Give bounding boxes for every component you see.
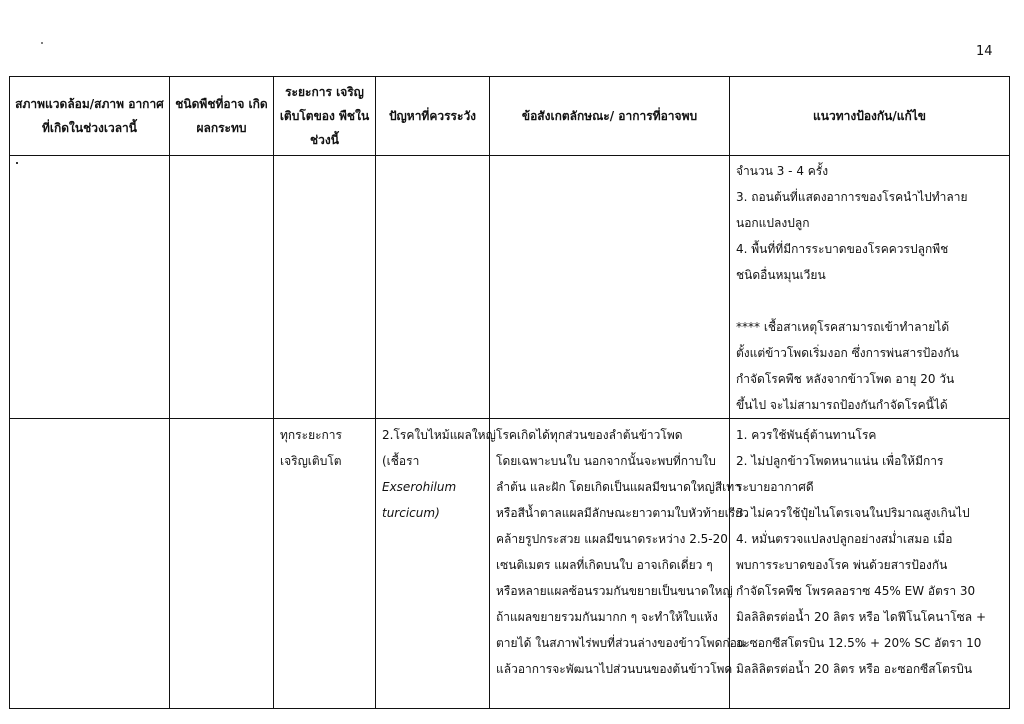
- table-row: [10, 419, 1010, 709]
- problem-line: turcicum): [382, 506, 440, 520]
- page-number: 14: [976, 44, 993, 59]
- scan-speck: [16, 162, 18, 164]
- cell-problem: [376, 419, 496, 709]
- symptom-line: โรคเกิดได้ทุกส่วนของลำต้นข้าวโพด: [496, 428, 683, 442]
- cell-affected-crop: [170, 419, 274, 709]
- prevention-line: พบการระบาดของโรค พ่นด้วยสารป้องกัน: [736, 558, 948, 572]
- header-affected-crop: ชนิดพืชที่อาจ เกิดผลกระทบ: [170, 77, 274, 156]
- symptom-line: แล้วอาการจะพัฒนาไปส่วนบนของต้นข้าวโพด: [496, 662, 733, 676]
- cell-symptoms: [490, 156, 730, 419]
- cell-prevention: [730, 419, 1010, 709]
- symptom-line: คล้ายรูปกระสวย แผลมีขนาดระหว่าง 2.5-20: [496, 532, 728, 546]
- recommendation-table: [9, 76, 1010, 709]
- prevention-line: มิลลิลิตรต่อน้ำ 20 ลิตร หรือ อะซอกซีสโตรบิน: [736, 662, 973, 676]
- problem-line: 2.โรคใบไหม้แผลใหญ่: [382, 428, 496, 442]
- cell-problem: [376, 156, 490, 419]
- prevention-line: จำนวน 3 - 4 ครั้ง: [736, 164, 829, 178]
- prevention-line: ชนิดอื่นหมุนเวียน: [736, 268, 826, 282]
- prevention-line: [736, 288, 1003, 314]
- header-problem: ปัญหาที่ควรระวัง: [376, 77, 490, 156]
- prevention-line: 1. ควรใช้พันธุ์ต้านทานโรค: [736, 428, 877, 442]
- symptom-line: ถ้าแผลขยายรวมกันมากก ๆ จะทำให้ใบแห้ง: [496, 610, 718, 624]
- symptom-line: โดยเฉพาะบนใบ นอกจากนั้นจะพบที่กาบใบ: [496, 454, 716, 468]
- prevention-line: ระบายอากาศดี: [736, 480, 814, 494]
- prevention-line: มิลลิลิตรต่อน้ำ 20 ลิตร หรือ ไดฟีโนโคนาโซล +: [736, 610, 987, 624]
- symptom-line: ตายได้ ในสภาพไร่พบที่ส่วนล่างของข้าวโพดก่อน: [496, 636, 746, 650]
- prevention-line: 4. พื้นที่ที่มีการระบาดของโรคควรปลูกพืช: [736, 242, 949, 256]
- prevention-line: กำจัดโรคพืช โพรคลอราซ 45% EW อัตรา 30: [736, 584, 976, 598]
- prevention-line: นอกแปลงปลูก: [736, 216, 810, 230]
- header-prevention: แนวทางป้องกัน/แก้ไข: [730, 77, 1010, 156]
- growth-stage-line: เจริญเติบโต: [280, 454, 342, 468]
- prevention-line: **** เชื้อสาเหตุโรคสามารถเข้าทำลายได้: [736, 320, 950, 334]
- scan-speck: [41, 42, 43, 44]
- symptom-line: เซนติเมตร แผลที่เกิดบนใบ อาจเกิดเดี่ยว ๆ: [496, 558, 713, 572]
- growth-stage-line: ทุกระยะการ: [280, 428, 342, 442]
- problem-line: Exserohilum: [382, 480, 457, 494]
- symptom-line: ลำต้น และฝัก โดยเกิดเป็นแผลมีขนาดใหญ่สีเทา: [496, 480, 741, 494]
- table-row: [10, 156, 1010, 419]
- symptom-line: หรือหลายแผลซ้อนรวมกันขยายเป็นขนาดใหญ่: [496, 584, 733, 598]
- header-symptoms: ข้อสังเกตลักษณะ/ อาการที่อาจพบ: [490, 77, 730, 156]
- cell-growth-stage: [274, 156, 376, 419]
- prevention-line: 3. ถอนต้นที่แสดงอาการของโรคนำไปทำลาย: [736, 190, 968, 204]
- cell-prevention: [730, 156, 1010, 419]
- header-growth-stage: ระยะการ เจริญเติบโตของ พืชในช่วงนี้: [274, 77, 376, 156]
- prevention-line: กำจัดโรคพืช หลังจากข้าวโพด อายุ 20 วัน: [736, 372, 955, 386]
- prevention-line: 3. ไม่ควรใช้ปุ๋ยไนโตรเจนในปริมาณสูงเกินไป: [736, 506, 970, 520]
- cell-growth-stage: [274, 419, 376, 709]
- prevention-line: อะซอกซีสโตรบิน 12.5% + 20% SC อัตรา 10: [736, 636, 982, 650]
- header-environment: สภาพแวดล้อม/สภาพ อากาศที่เกิดในช่วงเวลานี้: [10, 77, 170, 156]
- cell-environment: [10, 419, 170, 709]
- prevention-line: 2. ไม่ปลูกข้าวโพดหนาแน่น เพื่อให้มีการ: [736, 454, 944, 468]
- prevention-line: 4. หมั่นตรวจแปลงปลูกอย่างสม่ำเสมอ เมื่อ: [736, 532, 953, 546]
- problem-line: (เชื้อรา: [382, 454, 420, 468]
- cell-environment: [10, 156, 170, 419]
- prevention-line: ขึ้นไป จะไม่สามารถป้องกันกำจัดโรคนี้ได้: [736, 398, 948, 412]
- prevention-line: ตั้งแต่ข้าวโพดเริ่มงอก ซึ่งการพ่นสารป้องกัน: [736, 346, 959, 360]
- table-header-row: [10, 77, 1010, 156]
- cell-symptoms: [490, 419, 749, 709]
- symptom-line: หรือสีน้ำตาลแผลมีลักษณะยาวตามใบหัวท้ายเรียว: [496, 506, 749, 520]
- cell-affected-crop: [170, 156, 274, 419]
